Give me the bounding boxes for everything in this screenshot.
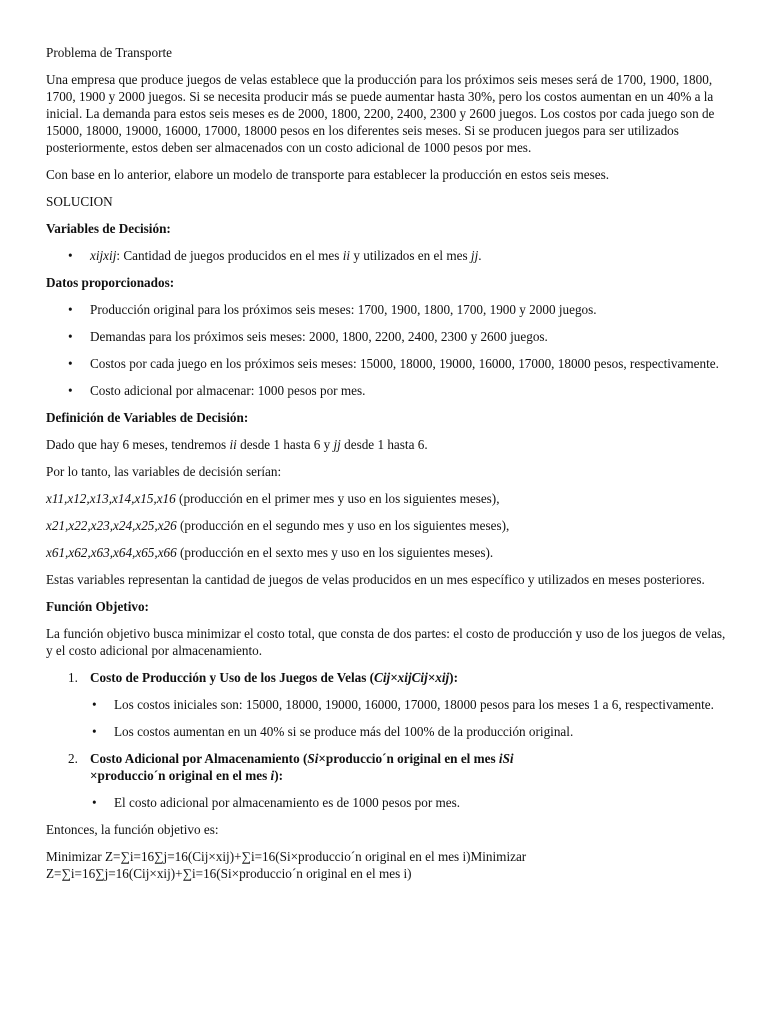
heading-decision-variables: Variables de Decisión: bbox=[46, 221, 171, 236]
objective-parts-list bbox=[46, 669, 728, 811]
math-i: ii bbox=[229, 437, 237, 452]
list-item bbox=[68, 750, 728, 811]
text: ×produccio´n original en el mes bbox=[318, 751, 499, 766]
text: (producción en el primer mes y uso en los siguientes meses), bbox=[175, 491, 500, 506]
list-item: • Demandas para los próximos seis meses: 2000, 1800, 2200, 2400, 2300 y 2600 juegos. bbox=[90, 328, 728, 345]
text: ): bbox=[274, 768, 284, 783]
objective-formula: Minimizar Z=∑i=16∑j=16(Cij×xij)+∑i=16(Si×produccio´n original en el mes i)Minimizar Z=∑i=16∑j=16(Cij×xij)+∑i=16(Si×produccio´n original en el mes i) bbox=[46, 849, 527, 881]
solution-heading: SOLUCION bbox=[46, 194, 113, 209]
decision-variables-list bbox=[46, 247, 728, 264]
list-item: • El costo adicional por almacenamiento es de 1000 pesos por mes. bbox=[114, 794, 728, 811]
item-heading bbox=[90, 751, 514, 783]
math-j: jj bbox=[470, 248, 479, 263]
math-cij-xij: Cij×xijCij×xij bbox=[374, 670, 450, 685]
math-si: Si bbox=[307, 751, 319, 766]
text: Dado que hay 6 meses, tendremos bbox=[46, 437, 230, 452]
sub-list bbox=[90, 696, 728, 740]
text: desde 1 hasta 6. bbox=[340, 437, 428, 452]
list-item: • Los costos aumentan en un 40% si se produce más del 100% de la producción original. bbox=[114, 723, 728, 740]
heading-objective-function: Función Objetivo: bbox=[46, 599, 149, 614]
text: Costo Adicional por Almacenamiento ( bbox=[90, 751, 308, 766]
definition-therefore: Por lo tanto, las variables de decisión serían: bbox=[46, 464, 282, 479]
text: (producción en el sexto mes y uso en los siguientes meses). bbox=[176, 545, 494, 560]
text: (producción en el segundo mes y uso en los siguientes meses), bbox=[176, 518, 510, 533]
text: ×produccio´n original en el mes bbox=[90, 768, 271, 783]
variables-row-1 bbox=[46, 490, 728, 507]
math-xij: xijxij bbox=[90, 248, 117, 263]
text: y utilizados en el mes bbox=[350, 248, 471, 263]
objective-intro: La función objetivo busca minimizar el costo total, que consta de dos partes: el costo de producción y uso de los juegos de velas, y el costo adicional por almacenamiento. bbox=[46, 626, 726, 658]
math-x6: x61,x62,x63,x64,x65,x66 bbox=[46, 545, 177, 560]
math-x2: x21,x22,x23,x24,x25,x26 bbox=[46, 518, 177, 533]
variables-explanation: Estas variables representan la cantidad de juegos de velas producidos en un mes específico y utilizados en meses posteriores. bbox=[46, 572, 705, 587]
sub-list bbox=[90, 794, 728, 811]
list-item: • Costos por cada juego en los próximos seis meses: 15000, 18000, 19000, 16000, 17000, 18000 pesos, respectivamente. bbox=[90, 355, 728, 372]
math-j: jj bbox=[333, 437, 341, 452]
heading-given-data: Datos proporcionados: bbox=[46, 275, 175, 290]
math-i-si: iSi bbox=[498, 751, 514, 766]
list-item bbox=[68, 669, 728, 740]
list-item bbox=[90, 247, 728, 264]
variables-row-2 bbox=[46, 517, 728, 534]
math-i: i bbox=[270, 768, 275, 783]
given-data-list bbox=[46, 301, 728, 399]
text: : Cantidad de juegos producidos en el mes bbox=[116, 248, 343, 263]
text: . bbox=[478, 248, 482, 263]
list-item: • Producción original para los próximos seis meses: 1700, 1900, 1800, 1700, 1900 y 2000 juegos. bbox=[90, 301, 728, 318]
text: Costo de Producción y Uso de los Juegos de Velas ( bbox=[90, 670, 375, 685]
item-heading bbox=[90, 670, 458, 685]
problem-statement: Una empresa que produce juegos de velas establece que la producción para los próximos seis meses será de 1700, 1900, 1800, 1700, 1900 y 2000 juegos. Si se necesita producir más se puede aumentar hasta 30%, pero los costos aumentan en un 40% a la inicial. La demanda para estos seis meses es de 2000, 1800, 2200, 2400, 2300 y 2600 juegos. Los costos por cada juego son de 15000, 18000, 19000, 16000, 17000, 18000 pesos en los diferentes seis meses. Si se producen juegos para ser utilizados posteriormente, estos deben ser almacenados con un costo adicional de 1000 pesos por mes. bbox=[46, 72, 715, 155]
problem-task: Con base en lo anterior, elabore un modelo de transporte para establecer la producción en estos seis meses. bbox=[46, 167, 610, 182]
objective-then: Entonces, la función objetivo es: bbox=[46, 822, 219, 837]
definition-range bbox=[46, 436, 728, 453]
item-number: 2. bbox=[68, 751, 78, 766]
list-item: • Los costos iniciales son: 15000, 18000, 19000, 16000, 17000, 18000 pesos para los meses 1 a 6, respectivamente. bbox=[114, 696, 728, 713]
list-item: • Costo adicional por almacenar: 1000 pesos por mes. bbox=[90, 382, 728, 399]
item-number: 1. bbox=[68, 670, 78, 685]
text: ): bbox=[449, 670, 458, 685]
math-i: ii bbox=[342, 248, 351, 263]
variables-row-6 bbox=[46, 544, 728, 561]
text: desde 1 hasta 6 y bbox=[236, 437, 334, 452]
doc-title: Problema de Transporte bbox=[46, 45, 173, 60]
math-x1: x11,x12,x13,x14,x15,x16 bbox=[46, 491, 176, 506]
heading-variable-definition: Definición de Variables de Decisión: bbox=[46, 410, 249, 425]
